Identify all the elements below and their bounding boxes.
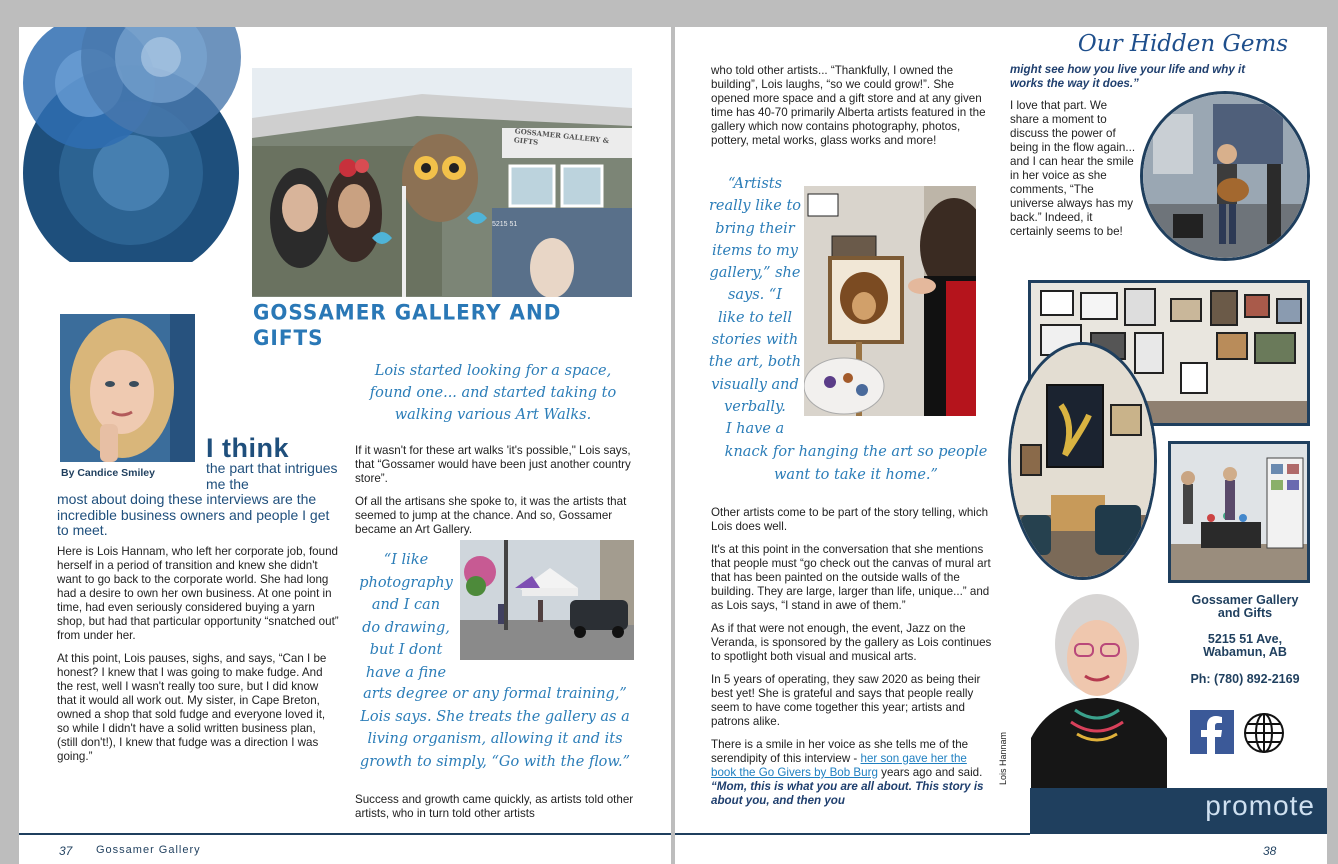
- page-title: GOSSAMER GALLERY AND GIFTS: [253, 299, 562, 351]
- quote-line: have a fine: [365, 664, 447, 681]
- paragraph: Of all the artisans she spoke to, it was the artists that seemed to jump at the chance. And so, Gossamer became an Art Gallery.: [355, 495, 627, 536]
- decorative-circles: [19, 27, 259, 262]
- gallery-building-photo: [252, 68, 632, 297]
- right-column-1: [711, 506, 993, 817]
- lois-hannam-photo: [1031, 588, 1167, 788]
- contact-address: [1173, 633, 1317, 659]
- quote-line: “Artists: [727, 176, 783, 192]
- go-givers-link[interactable]: her son gave her the book the Go Givers by Bob Burg: [711, 752, 967, 779]
- gift-shop-photo: [1168, 441, 1310, 583]
- building-number: 5215 51: [492, 221, 518, 228]
- page-number: 38: [1263, 844, 1277, 858]
- quote-line: bring their: [715, 220, 795, 237]
- quote-2-lines: [355, 549, 457, 684]
- author-photo: [60, 314, 195, 462]
- quote-line: verbally.: [724, 398, 786, 415]
- quote-2-rest: arts degree or any formal training,” Lois says. She treats the gallery as a living organism, allowing it and its growth to simply, “Go with the flow.”: [359, 686, 631, 770]
- paragraph: In 5 years of operating, they saw 2020 as being their best yet! She is grateful and says that people really seem to have come together this year; artists and patrons alike.: [711, 673, 981, 728]
- pull-quote: Lois started looking for a space, found one... and started taking to walking various Art Walks.: [369, 363, 617, 423]
- promote-label: promote: [1205, 790, 1315, 821]
- right-column-top: [711, 64, 993, 157]
- text-span: years ago and said.: [877, 766, 983, 779]
- byline: By Candice Smiley: [61, 467, 155, 479]
- quote-line: I have a: [725, 421, 785, 438]
- street-photo: [460, 540, 634, 660]
- quote-line: items to my: [712, 242, 798, 259]
- right-column-2-bold: might see how you live your life and why it works the way it does.”: [1010, 63, 1246, 90]
- left-column-1: [57, 545, 339, 773]
- left-column-2: [355, 444, 635, 546]
- quote-line: like to tell: [717, 309, 793, 326]
- facebook-icon[interactable]: [1190, 710, 1234, 754]
- address-line: Wabamun, AB: [1203, 645, 1287, 659]
- photo-caption: Lois Hannam: [998, 731, 1008, 785]
- paragraph: who told other artists... “Thankfully, I owned the building”, Lois laughs, “so we could grow!”. She opened more space and a gift store and at any given time has 40-70 primarily Alberta artists featured in the gallery which now contains photography, photos, pottery, metal works, glass works and more!: [711, 64, 986, 147]
- paragraph: Other artists come to be part of the story telling, which Lois does well.: [711, 506, 989, 533]
- page-number: 37: [59, 844, 73, 858]
- quote-line: really like to: [708, 198, 802, 215]
- building-sign: GOSSAMER GALLERY & GIFTS: [513, 126, 610, 147]
- paragraph: Here is Lois Hannam, who left her corporate job, found herself in a period of transition and knew she didn't want to go back to the corporate world. She had long had a desire to own her own business. At one point in time, had even seriously considered buying a yarn shop, but had that particular opportunity “snatched out” from under her.: [57, 545, 339, 642]
- quote-line: gallery,” she: [709, 265, 801, 282]
- bold-quote: “Mom, this is what you are all about. This story is about you, and then you: [711, 780, 984, 807]
- footer-rule: [19, 833, 671, 835]
- quote-line: visually and: [711, 376, 799, 393]
- quote-rest: knack for hanging the art so people want to take it home.”: [724, 444, 988, 483]
- contact-name-line: Gossamer Gallery: [1191, 593, 1299, 607]
- quote-line: the art, both: [708, 354, 802, 371]
- address-line: 5215 51 Ave,: [1207, 632, 1283, 646]
- lead-paragraph: most about doing these interviews are the incredible business owners and people I get to meet.: [57, 491, 330, 538]
- quote-line: says. “I: [727, 287, 783, 304]
- paragraph: It's at this point in the conversation that she mentions that people must “go check out the canvas of mural art that has been painted on the outside walls of the building. They are large, larger than life, unique...” and as Lois says, “I stand in awe of them.”: [711, 543, 991, 612]
- paragraph: If it wasn't for these art walks 'it's possible," Lois says, that “Gossamer would have been just another country store”.: [355, 444, 631, 485]
- contact-name-line: and Gifts: [1217, 606, 1273, 620]
- contact-name: [1173, 594, 1317, 620]
- right-column-2-text: I love that part. We share a moment to discuss the power of being in the flow again... and I can hear the smile in her voice as she comments, “The universe always has my back.” Indeed, it certainly seems to be!: [1010, 99, 1136, 238]
- paragraph: [711, 738, 993, 808]
- quote-lines: [707, 173, 803, 441]
- lead-big: I think: [206, 433, 289, 463]
- footer-label: Gossamer Gallery: [96, 844, 201, 856]
- footer-rule: [675, 833, 1030, 835]
- quote-line: photography: [359, 574, 453, 591]
- quote-line: “I like: [383, 552, 429, 568]
- paragraph: As if that were not enough, the event, Jazz on the Veranda, is sponsored by the gallery as Lois continues to spotlight both visual and musical arts.: [711, 622, 992, 663]
- gallery-interior-oval-photo: [1008, 342, 1157, 580]
- left-column-2-end: [355, 793, 635, 830]
- quote-line: do drawing,: [362, 619, 450, 636]
- section-header: Our Hidden Gems: [1077, 31, 1289, 57]
- contact-phone: Ph: (780) 892-2169: [1190, 672, 1300, 686]
- musician-photo: [1140, 91, 1310, 261]
- promote-banner: [1030, 788, 1327, 834]
- quote-line: and I can: [371, 597, 441, 613]
- quote-line: stories with: [711, 332, 799, 349]
- right-page: [675, 27, 1327, 864]
- paragraph: Success and growth came quickly, as artists told other artists, who in turn told other artists: [355, 793, 634, 820]
- artist-painting-photo: [804, 186, 976, 416]
- paragraph: At this point, Lois pauses, sighs, and says, “Can I be honest? I knew that I was going to make fudge. And the rest, well I wasn't really too sure, but I did know that it would all work out. My sister, in Cape Breton, owned a shop that sold fudge and everyone loved it, so while I didn't have a solid written business plan, (still don't!), I knew that fudge was a direction I was going.”: [57, 652, 327, 763]
- left-page: [19, 27, 671, 864]
- lead-rest: the part that intrigues me the: [206, 460, 338, 492]
- quote-line: but I dont: [369, 642, 443, 658]
- globe-icon[interactable]: [1243, 712, 1285, 754]
- text-span: There is a smile in her voice as she tells me of the serendipity of this interview -: [711, 738, 969, 765]
